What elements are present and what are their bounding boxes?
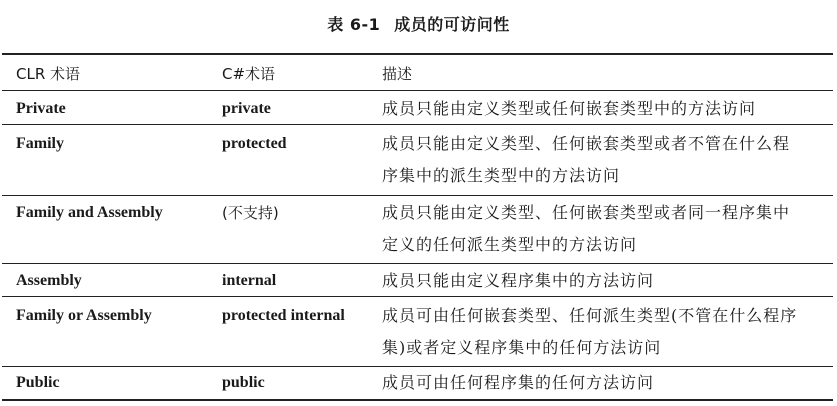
row-divider <box>2 263 833 264</box>
clr-term: Private <box>16 100 66 117</box>
description-line: 成员可由任何嵌套类型、任何派生类型(不管在什么程序 <box>382 306 798 325</box>
description <box>382 300 822 364</box>
description <box>382 93 822 125</box>
clr-term: Family <box>16 135 64 152</box>
description <box>382 128 822 192</box>
description <box>382 265 822 297</box>
table-number: 表 6-1 <box>327 15 381 34</box>
csharp-term: (不支持) <box>222 204 279 222</box>
description-line: 成员只能由定义程序集中的方法访问 <box>382 271 655 290</box>
bottom-rule <box>2 399 833 401</box>
description-line: 定义的任何派生类型中的方法访问 <box>382 235 638 254</box>
header-rule <box>2 90 833 91</box>
csharp-term: public <box>222 374 265 391</box>
header-clr-term: CLR 术语 <box>16 65 81 83</box>
row-divider <box>2 195 833 196</box>
header-csharp-term: C#术语 <box>222 65 276 83</box>
csharp-term: private <box>222 100 271 117</box>
clr-term: Family or Assembly <box>16 307 152 324</box>
clr-term: Family and Assembly <box>16 204 163 221</box>
description-line: 序集中的派生类型中的方法访问 <box>382 166 621 185</box>
csharp-term: protected <box>222 135 287 152</box>
clr-term: Public <box>16 374 60 391</box>
description <box>382 197 822 261</box>
top-rule <box>2 53 833 55</box>
table-title: 成员的可访问性 <box>394 15 510 34</box>
header-description: 描述 <box>382 65 413 83</box>
table-caption <box>0 12 837 35</box>
csharp-term: protected internal <box>222 307 345 324</box>
description <box>382 367 822 399</box>
description-line: 成员只能由定义类型或任何嵌套类型中的方法访问 <box>382 99 757 118</box>
description-line: 成员只能由定义类型、任何嵌套类型或者同一程序集中 <box>382 203 791 222</box>
description-line: 成员只能由定义类型、任何嵌套类型或者不管在什么程 <box>382 134 791 153</box>
description-line: 集)或者定义程序集中的任何方法访问 <box>382 338 662 357</box>
clr-term: Assembly <box>16 272 82 289</box>
csharp-term: internal <box>222 272 277 289</box>
description-line: 成员可由任何程序集的任何方法访问 <box>382 373 655 392</box>
